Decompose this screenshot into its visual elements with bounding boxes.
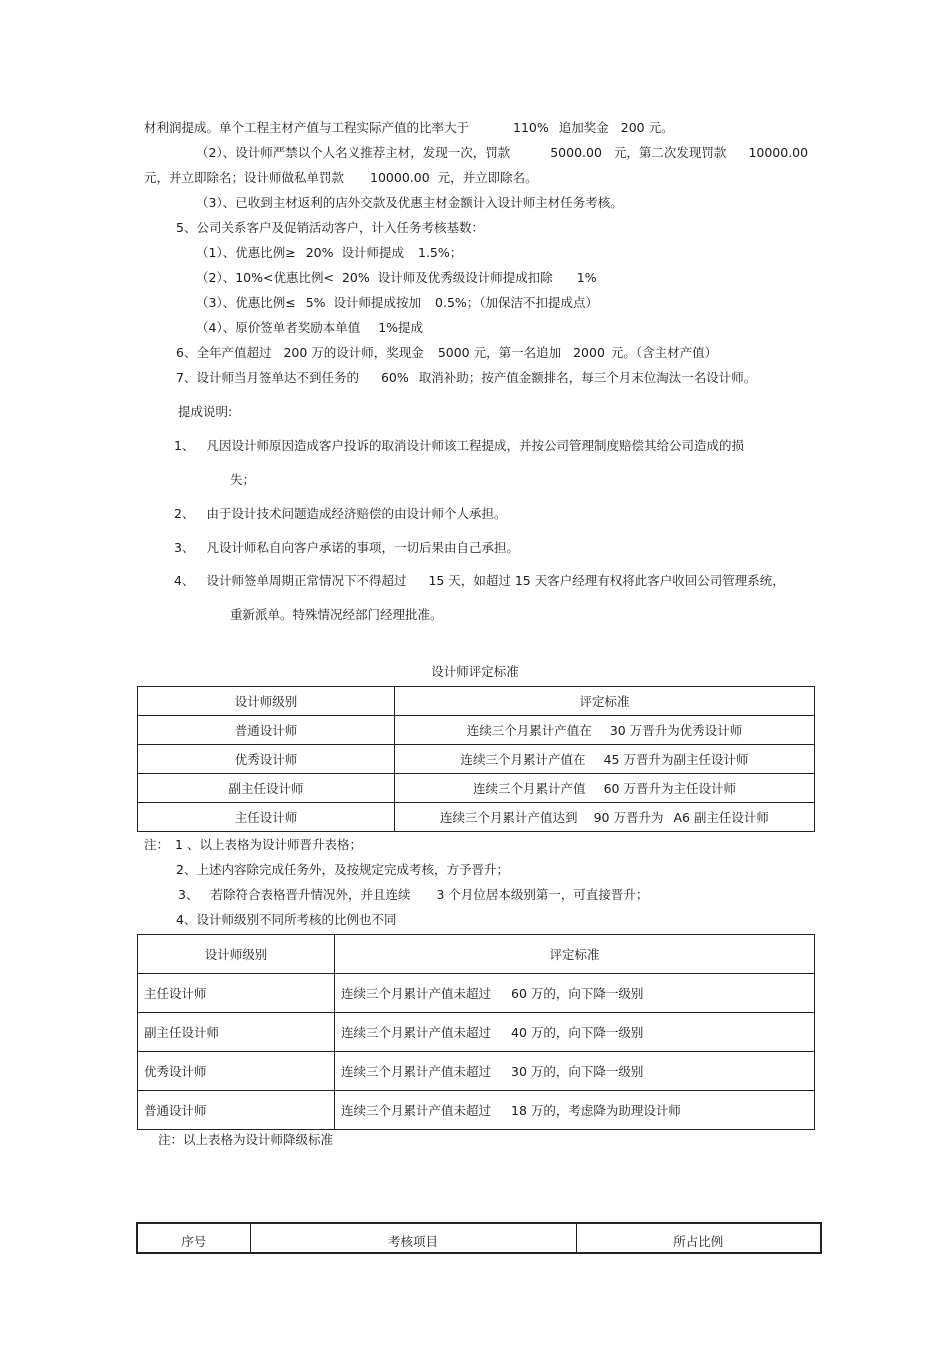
header-cell: 设计师级别 [138,935,335,974]
level-cell: 普通设计师 [138,1091,335,1130]
commission-heading: 提成说明: [178,404,233,419]
assessment-table [136,1222,822,1254]
table-header-row [137,1223,821,1253]
text: （2）、设计师严禁以个人名义推荐主材，发现一次，罚款 [196,145,511,160]
text: 元，并立即除名。 [437,170,538,185]
text: 30 万晋升为优秀设计师 [609,723,743,738]
demotion-table [137,934,815,1130]
para-discount-2 [196,270,597,286]
item-number: 2、 [174,506,195,521]
text: 凡因设计师原因造成客户投诉的取消设计师该工程提成，并按公司管理制度赔偿其给公司造成的损 [206,438,744,453]
text: 连续三个月累计产值未超过 [341,986,492,1001]
text: 追加奖金 [558,120,609,135]
table-row [138,974,815,1013]
para-annual [176,345,717,361]
para-penalty-1 [196,145,808,161]
text: 连续三个月累计产值 [473,781,586,796]
level-cell: 副主任设计师 [138,1013,335,1052]
text: 90 万晋升为 [593,810,664,825]
para-discount-1 [196,245,462,261]
commission-item-1-cont: 失； [230,472,256,487]
text: 连续三个月累计产值未超过 [341,1025,492,1040]
table-row [138,1091,815,1130]
text: 40 万的，向下降一级别 [511,1025,644,1040]
text: 注： [144,837,170,852]
header-cell: 评定标准 [335,935,815,974]
table-row [138,1013,815,1052]
note-4: 4、设计师级别不同所考核的比例也不同 [176,912,397,927]
text: 2000 [573,345,605,360]
text: 由于设计技术问题造成经济赔偿的由设计师个人承担。 [206,506,507,521]
table-header-row [138,935,815,974]
text: 元，第二次发现罚款 [613,145,727,160]
commission-item-4-cont: 重新派单。特殊情况经部门经理批准。 [230,607,443,622]
text: 1 、以上表格为设计师晋升表格； [175,837,362,852]
commission-item-4 [174,573,785,589]
item-number: 4、 [174,573,195,588]
text: 110% [513,120,549,135]
text: 取消补助；按产值金额排名，每三个月末位淘汰一名设计师。 [418,370,757,385]
text: 60 万的，向下降一级别 [511,986,644,1001]
header-cell: 所占比例 [576,1223,821,1253]
criteria-cell [335,1052,815,1091]
table-row [138,716,815,745]
commission-item-1 [174,438,744,454]
text: 连续三个月累计产值未超过 [341,1103,492,1118]
text: A6 副主任设计师 [673,810,769,825]
item-number: 1、 [174,438,195,453]
para-original-price [196,320,423,336]
table-row [138,1052,815,1091]
text: 连续三个月累计产值在 [460,752,586,767]
text: 凡设计师私自向客户承诺的事项，一切后果由自己承担。 [206,540,519,555]
text: 10000.00 [748,145,809,160]
text: 设计师签单周期正常情况下不得超过 [206,573,407,588]
text: 元，并立即除名；设计师做私单罚款 [144,170,345,185]
level-cell: 优秀设计师 [138,745,395,774]
text: 设计师提成按加 [333,295,422,310]
demotion-note: 注：以上表格为设计师降级标准 [158,1132,334,1147]
text: 元。（含主材产值） [610,345,718,360]
promotion-table [137,686,815,832]
text: 6、全年产值超过 [176,345,272,360]
table-row [138,745,815,774]
text: 45 万晋升为副主任设计师 [603,752,749,767]
text: 连续三个月累计产值未超过 [341,1064,492,1079]
text: 连续三个月累计产值达到 [440,810,578,825]
text: 60% [380,370,409,385]
text: 设计师提成 [341,245,404,260]
level-cell: 副主任设计师 [138,774,395,803]
criteria-cell [395,716,815,745]
level-cell: 主任设计师 [138,974,335,1013]
text: （3）、优惠比例≤ [196,295,296,310]
text: 5% [305,295,326,310]
commission-item-3 [174,540,519,556]
text: 1% [576,270,597,285]
text: 20% [305,245,334,260]
text: 20% [341,270,370,285]
commission-item-2 [174,506,506,522]
criteria-cell [395,803,815,832]
text: （2）、10%<优惠比例< [196,270,334,285]
text: 材利润提成。单个工程主材产值与工程实际产值的比率大于 [144,120,470,135]
level-cell: 普通设计师 [138,716,395,745]
text: 60 万晋升为主任设计师 [603,781,736,796]
table-row [138,774,815,803]
text: 200 万的设计师，奖现金 [283,345,424,360]
text: 18 万的，考虑降为助理设计师 [511,1103,681,1118]
criteria-cell [335,974,815,1013]
text: 元。 [648,120,674,135]
text: 1.5%； [418,245,463,260]
para-item-5: 5、公司关系客户及促销活动客户，计入任务考核基数： [176,220,484,235]
header-cell: 考核项目 [250,1223,576,1253]
text: 200 [620,120,645,135]
para-monthly [176,370,756,386]
text: （4）、原价签单者奖励本单值 [196,320,361,335]
para-bonus-ratio [144,120,674,136]
criteria-cell [335,1091,815,1130]
text: 5000.00 [550,145,602,160]
text: 5000 元，第一名追加 [437,345,562,360]
header-cell: 设计师级别 [138,687,395,716]
criteria-cell [395,774,815,803]
note-2: 2、上述内容除完成任务外，及按规定完成考核，方予晋升； [176,862,509,877]
text: 10000.00 [370,170,430,185]
text: 15 天，如超过 [428,573,511,588]
criteria-cell [395,745,815,774]
note-3 [178,887,648,903]
text: 15 天客户经理有权将此客户收回公司管理系统， [514,573,785,588]
level-cell: 优秀设计师 [138,1052,335,1091]
para-discount-3 [196,295,598,311]
text: 1%提成 [378,320,424,335]
table-row [138,803,815,832]
note-1 [144,837,362,853]
criteria-cell [335,1013,815,1052]
level-cell: 主任设计师 [138,803,395,832]
text: 7、设计师当月签单达不到任务的 [176,370,359,385]
item-number: 3、 [174,540,195,555]
table-header-row [138,687,815,716]
text: 3 个月位居本级别第一，可直接晋升； [436,887,649,902]
text: 若除符合表格晋升情况外，并且连续 [210,887,411,902]
text: 设计师及优秀级设计师提成扣除 [377,270,553,285]
header-cell: 评定标准 [395,687,815,716]
text: （1）、优惠比例≥ [196,245,296,260]
table1-title: 设计师评定标准 [431,664,519,679]
header-cell: 序号 [137,1223,250,1253]
text: 30 万的，向下降一级别 [511,1064,644,1079]
text: 3、 [178,887,199,902]
para-rebate: （3）、已收到主材返利的店外交款及优惠主材金额计入设计师主材任务考核。 [196,195,623,210]
text: 连续三个月累计产值在 [466,723,592,738]
para-penalty-2 [144,170,538,186]
text: 0.5%；（加保洁不扣提成点） [435,295,599,310]
